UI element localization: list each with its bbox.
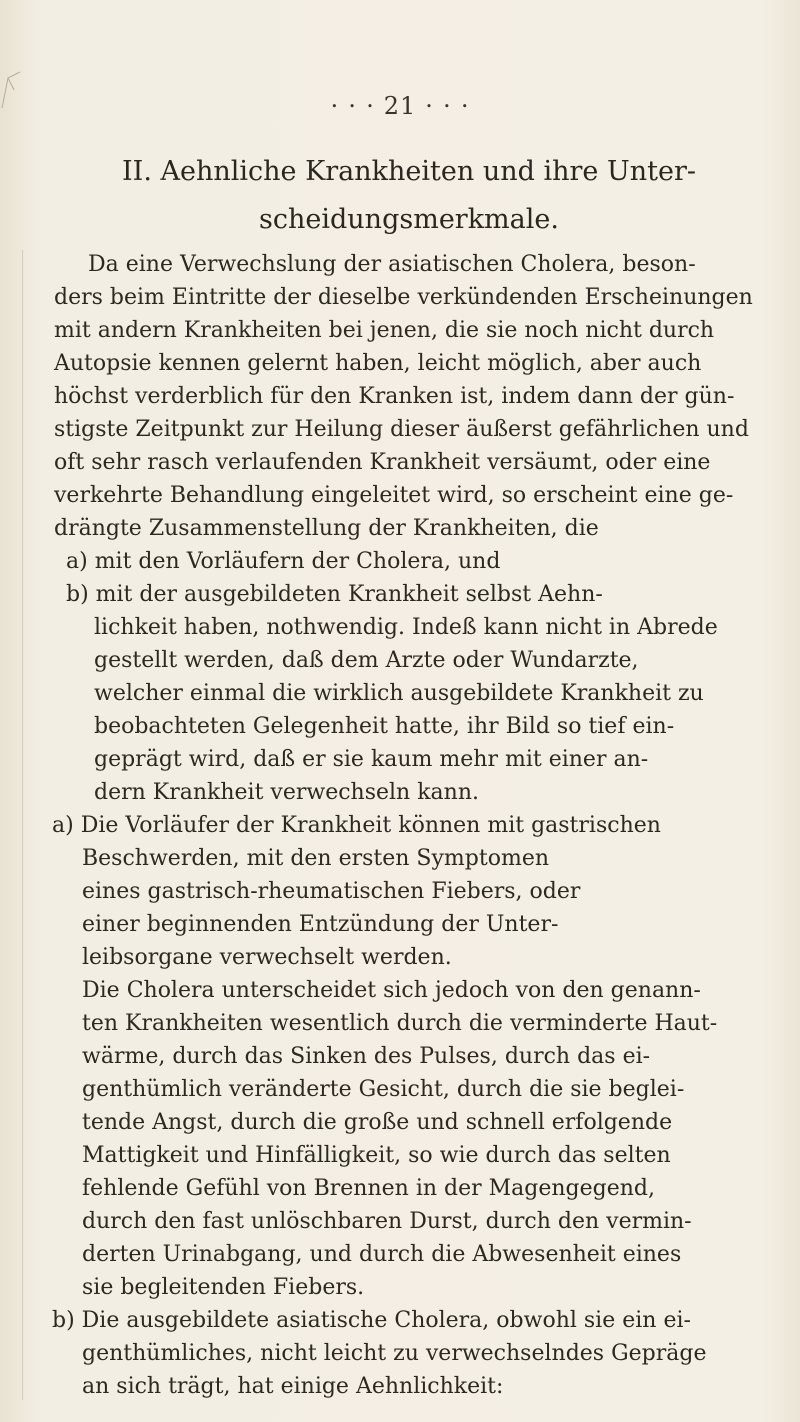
text-line: geprägt wird, daß er sie kaum mehr mit einer an- bbox=[94, 747, 649, 772]
text-line: ten Krankheiten wesentlich durch die verminderte Haut- bbox=[82, 1011, 718, 1036]
text-line: derten Urinabgang, und durch die Abwesenheit eines bbox=[82, 1242, 682, 1267]
text-line: dern Krankheit verwechseln kann. bbox=[94, 780, 479, 805]
text-line: genthümlich veränderte Gesicht, durch die sie beglei- bbox=[82, 1077, 685, 1102]
text-line: drängte Zusammenstellung der Krankheiten, die bbox=[54, 516, 599, 541]
text-line: tende Angst, durch die große und schnell erfolgende bbox=[82, 1110, 673, 1135]
text-line: stigste Zeitpunkt zur Heilung dieser äußerst gefährlichen und bbox=[54, 417, 749, 442]
text-line: gestellt werden, daß dem Arzte oder Wundarzte, bbox=[94, 648, 639, 673]
text-line: ders beim Eintritte der dieselbe verkündenden Erscheinungen bbox=[54, 285, 753, 310]
heading-line-2: scheidungsmerkmale. bbox=[259, 204, 559, 235]
text-line: oft sehr rasch verlaufenden Krankheit versäumt, oder eine bbox=[54, 450, 711, 475]
text-line: verkehrte Behandlung eingeleitet wird, so erscheint eine ge- bbox=[54, 483, 734, 508]
text-line: Beschwerden, mit den ersten Symptomen bbox=[82, 846, 550, 871]
text-line: beobachteten Gelegenheit hatte, ihr Bild so tief ein- bbox=[94, 714, 675, 739]
text-line: an sich trägt, hat einige Aehnlichkeit: bbox=[82, 1374, 504, 1399]
text-line: welcher einmal die wirklich ausgebildete Krankheit zu bbox=[94, 681, 704, 706]
text-line: höchst verderblich für den Kranken ist, indem dann der gün- bbox=[54, 384, 735, 409]
list-item: a) mit den Vorläufern der Cholera, und bbox=[66, 549, 501, 574]
text-line: einer beginnenden Entzündung der Unter- bbox=[82, 912, 559, 937]
list-item: b) mit der ausgebildeten Krankheit selbst Aehn- bbox=[66, 582, 603, 607]
text-line: mit andern Krankheiten bei jenen, die sie noch nicht durch bbox=[54, 318, 715, 343]
text-line: wärme, durch das Sinken des Pulses, durch das ei- bbox=[82, 1044, 651, 1069]
page-number: ⋅ ⋅ ⋅ 21 ⋅ ⋅ ⋅ bbox=[330, 92, 470, 120]
text-line: Da eine Verwechslung der asiatischen Cholera, beson- bbox=[88, 252, 696, 277]
section-heading bbox=[54, 148, 764, 244]
text-line: eines gastrisch-rheumatischen Fiebers, oder bbox=[82, 879, 581, 904]
list-item: a) Die Vorläufer der Krankheit können mit gastrischen bbox=[52, 813, 661, 838]
text-line: Mattigkeit und Hinfälligkeit, so wie durch das selten bbox=[82, 1143, 671, 1168]
text-line: genthümliches, nicht leicht zu verwechselndes Gepräge bbox=[82, 1341, 707, 1366]
list-item: b) Die ausgebildete asiatische Cholera, obwohl sie ein ei- bbox=[52, 1308, 691, 1333]
text-line: fehlende Gefühl von Brennen in der Magengegend, bbox=[82, 1176, 655, 1201]
text-line: lichkeit haben, nothwendig. Indeß kann nicht in Abrede bbox=[94, 615, 718, 640]
text-line: Autopsie kennen gelernt haben, leicht möglich, aber auch bbox=[54, 351, 702, 376]
text-line: leibsorgane verwechselt werden. bbox=[82, 945, 452, 970]
text-line: sie begleitenden Fiebers. bbox=[82, 1275, 365, 1300]
heading-line-1: II. Aehnliche Krankheiten und ihre Unter- bbox=[122, 156, 696, 187]
text-line: durch den fast unlöschbaren Durst, durch den vermin- bbox=[82, 1209, 692, 1234]
text-line: Die Cholera unterscheidet sich jedoch von den genann- bbox=[82, 978, 701, 1003]
page-fold-shadow bbox=[22, 250, 23, 1400]
